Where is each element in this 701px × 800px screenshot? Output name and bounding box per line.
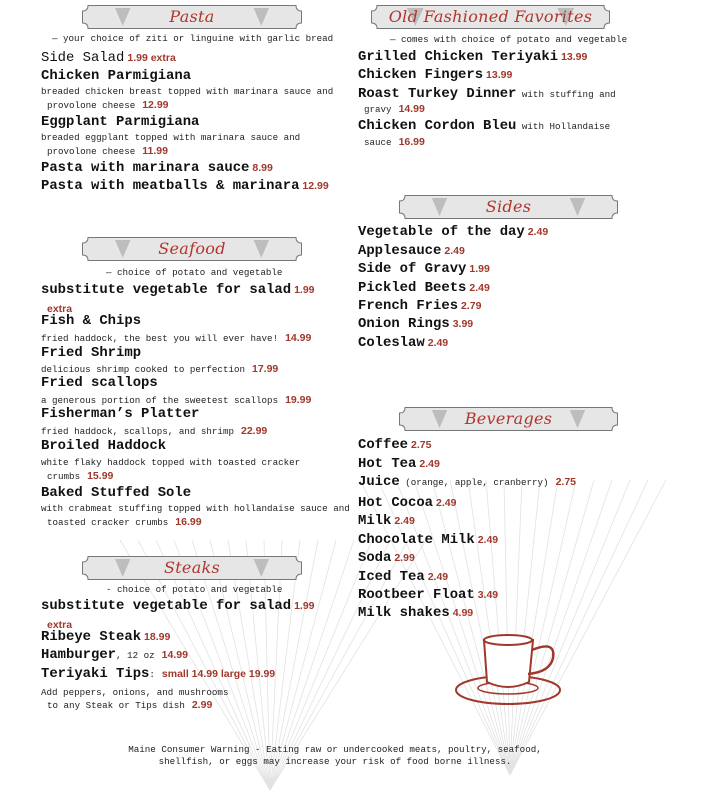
item-name: Roast Turkey Dinner [358, 86, 517, 102]
ray-line [450, 480, 510, 775]
item-name: Side of Gravy [358, 261, 467, 277]
item-name: Vegetable of the day [358, 224, 525, 240]
item-name: Onion Rings [358, 316, 450, 332]
menu-item [41, 627, 170, 645]
description-text: breaded chicken breast topped with marinara sauce and [41, 86, 334, 97]
menu-item [41, 436, 166, 454]
menu-item [41, 158, 273, 176]
item-name: substitute vegetable for salad [41, 282, 292, 298]
item-price: 3.49 [477, 589, 499, 601]
item-price: 18.99 [144, 631, 171, 643]
section-title: Old Fashioned Favorites [388, 7, 593, 26]
menu-item [41, 66, 191, 84]
item-name: Fish & Chips [41, 313, 142, 329]
item-price: 2.49 [436, 497, 457, 509]
item-price: 1.99 [469, 263, 490, 275]
item-name: Soda [358, 550, 392, 566]
item-description [47, 470, 113, 482]
banner-pasta [82, 5, 302, 29]
menu-item [41, 404, 199, 422]
item-name: Chicken Parmigiana [41, 68, 192, 84]
item-description [41, 503, 350, 514]
item-name: Fried scallops [41, 375, 158, 391]
consumer-warning [0, 744, 670, 768]
description-text: crumbs [47, 471, 81, 482]
item-name: Coffee [358, 437, 409, 453]
menu-item [358, 333, 448, 351]
item-price: 13.99 [561, 51, 588, 63]
ray-line [414, 480, 510, 775]
menu-item [358, 314, 473, 332]
item-name: substitute vegetable for salad [41, 598, 292, 614]
item-price: 3.99 [452, 318, 474, 330]
item-price: 2.49 [527, 226, 549, 238]
menu-item [358, 47, 587, 65]
menu-item [358, 454, 440, 472]
item-price: 2.49 [444, 245, 465, 257]
item-price: 2.49 [427, 337, 449, 349]
description-text: gravy [364, 104, 392, 115]
item-name: Rootbeer Float [358, 587, 475, 603]
item-price: 15.99 [87, 470, 114, 482]
description-text: fried haddock, the best you will ever have! [41, 333, 279, 344]
item-note: : [149, 669, 155, 680]
item-price: 11.99 [142, 145, 168, 157]
item-price: 22.99 [240, 425, 268, 437]
item-description [41, 132, 300, 143]
warning-line-1: Maine Consumer Warning - Eating raw or undercooked meats, poultry, seafood, [128, 744, 542, 755]
menu-item [41, 664, 275, 682]
ray-line [510, 480, 594, 775]
item-price: 1.99 [294, 600, 315, 612]
section-title: Seafood [158, 239, 226, 258]
price-suffix: extra [47, 303, 73, 315]
item-name: Side Salad [41, 50, 125, 66]
item-name: Iced Tea [358, 569, 425, 585]
section-subtitle: — your choice of ziti or linguine with garlic bread [52, 33, 334, 44]
item-name: Pasta with meatballs & marinara [41, 178, 300, 194]
warning-line-2: shellfish, or eggs may increase your risk of food borne illness. [158, 756, 512, 767]
description-text: a generous portion of the sweetest scallops [41, 395, 279, 406]
description-text: breaded eggplant topped with marinara sauce and [41, 132, 301, 143]
description-text: provolone cheese [47, 146, 136, 157]
menu-item [358, 548, 415, 566]
item-price: 14.99 [161, 649, 188, 661]
banner-beverages [399, 407, 618, 431]
item-price: 17.99 [252, 363, 279, 375]
menu-item [41, 112, 199, 130]
item-price: 2.99 [394, 552, 415, 564]
description-text: white flaky haddock topped with toasted cracker [41, 457, 301, 468]
description-text: Add peppers, onions, and mushrooms [41, 687, 229, 698]
menu-item [358, 84, 616, 102]
item-name: French Fries [358, 298, 459, 314]
section-title: Beverages [464, 409, 553, 428]
menu-item [358, 567, 448, 585]
description-text: with crabmeat stuffing topped with hollandaise sauce and [41, 503, 350, 514]
item-name: Pickled Beets [358, 280, 467, 296]
item-name: Chicken Cordon Bleu [358, 118, 517, 134]
menu-item [358, 222, 548, 240]
ray-line [510, 480, 630, 775]
ray-line [468, 480, 510, 775]
item-name: Milk [358, 513, 392, 529]
item-name: Fried Shrimp [41, 345, 142, 361]
item-price: 12.99 [142, 99, 169, 111]
menu-item [358, 116, 610, 134]
item-name: Broiled Haddock [41, 438, 167, 454]
menu-item [358, 435, 431, 453]
item-price: 14.99 [398, 103, 425, 115]
item-price: 14.99 [285, 332, 312, 344]
item-name: Juice [358, 474, 400, 490]
menu-item [358, 65, 512, 83]
item-price: 19.99 [285, 394, 312, 406]
section-subtitle: - choice of potato and vegetable [106, 584, 283, 595]
item-name: Grilled Chicken Teriyaki [358, 49, 559, 65]
item-price: 2.79 [461, 300, 482, 312]
item-name: Milk shakes [358, 605, 450, 621]
item-name: Hot Tea [358, 456, 417, 472]
description-text: sauce [364, 137, 392, 148]
item-description [47, 699, 212, 711]
item-name: Teriyaki Tips [41, 666, 150, 682]
item-name: Applesauce [358, 243, 442, 259]
item-price: 2.49 [469, 282, 490, 294]
item-note: with stuffing and [516, 89, 616, 100]
menu-item [41, 176, 329, 194]
menu-item [41, 373, 158, 391]
banner-seafood [82, 237, 302, 261]
section-title: Sides [485, 197, 532, 216]
menu-item [41, 343, 141, 361]
item-price: 2.75 [411, 439, 432, 451]
menu-item [41, 645, 188, 663]
menu-item [358, 603, 473, 621]
description-text: provolone cheese [47, 100, 136, 111]
menu-item [358, 241, 465, 259]
item-price: 1.99 extra [127, 52, 176, 64]
ray-line [510, 480, 648, 775]
menu-item [358, 472, 576, 490]
item-description [47, 145, 168, 157]
item-price: 16.99 [175, 516, 202, 528]
description-text: fried haddock, scallops, and shrimp [41, 426, 234, 437]
price-suffix: extra [47, 619, 73, 631]
coffee-cup-icon [456, 635, 560, 704]
item-description [41, 687, 228, 698]
section-subtitle: — choice of potato and vegetable [106, 267, 283, 278]
menu-item [41, 48, 176, 66]
item-name: Hamburger [41, 647, 117, 663]
ray-line [510, 480, 666, 775]
menu-item [41, 311, 141, 329]
item-description [364, 103, 425, 115]
ray-line [510, 480, 558, 775]
menu-item [358, 493, 456, 511]
section-title: Pasta [169, 7, 215, 26]
menu-item [41, 596, 315, 614]
item-price: 2.49 [419, 458, 440, 470]
item-description [47, 516, 202, 528]
banner-steaks [82, 556, 302, 580]
item-name: Eggplant Parmigiana [41, 114, 200, 130]
item-name: Pasta with marinara sauce [41, 160, 250, 176]
description-text: to any Steak or Tips dish [47, 700, 185, 711]
item-description [41, 457, 300, 468]
banner-sides [399, 195, 618, 219]
item-price: 13.99 [486, 69, 513, 81]
item-price: 2.49 [477, 534, 499, 546]
description-text: toasted cracker crumbs [47, 517, 169, 528]
menu-item [41, 280, 315, 298]
item-price: 2.75 [555, 476, 576, 488]
menu-item [358, 530, 498, 548]
item-note: , 12 oz [116, 650, 155, 661]
item-description [41, 86, 333, 97]
ray-line [504, 480, 510, 775]
item-price: 1.99 [294, 284, 315, 296]
menu-item [41, 483, 191, 501]
item-price: 12.99 [302, 180, 329, 192]
item-note: with Hollandaise [516, 121, 611, 132]
item-description [364, 136, 425, 148]
item-price: small 14.99 large 19.99 [161, 668, 276, 680]
menu-item [358, 585, 498, 603]
item-description [47, 99, 169, 111]
item-note: (orange, apple, cranberry) [399, 477, 549, 488]
item-name: Chocolate Milk [358, 532, 475, 548]
menu-item [358, 259, 490, 277]
item-price: 16.99 [398, 136, 425, 148]
item-price: 8.99 [252, 162, 273, 174]
item-name: Coleslaw [358, 335, 425, 351]
menu-item [358, 511, 415, 529]
item-price: 2.99 [191, 699, 213, 711]
item-name: Chicken Fingers [358, 67, 484, 83]
banner-favorites [371, 5, 610, 29]
item-price: 2.49 [427, 571, 449, 583]
item-name: Fisherman’s Platter [41, 406, 200, 422]
item-price: 4.99 [452, 607, 474, 619]
section-subtitle: — comes with choice of potato and vegetable [390, 34, 628, 45]
menu-item [358, 278, 490, 296]
description-text: delicious shrimp cooked to perfection [41, 364, 245, 375]
item-name: Hot Cocoa [358, 495, 434, 511]
item-name: Baked Stuffed Sole [41, 485, 192, 501]
item-price: 2.49 [394, 515, 415, 527]
menu-item [358, 296, 481, 314]
item-name: Ribeye Steak [41, 629, 142, 645]
section-title: Steaks [163, 558, 221, 577]
